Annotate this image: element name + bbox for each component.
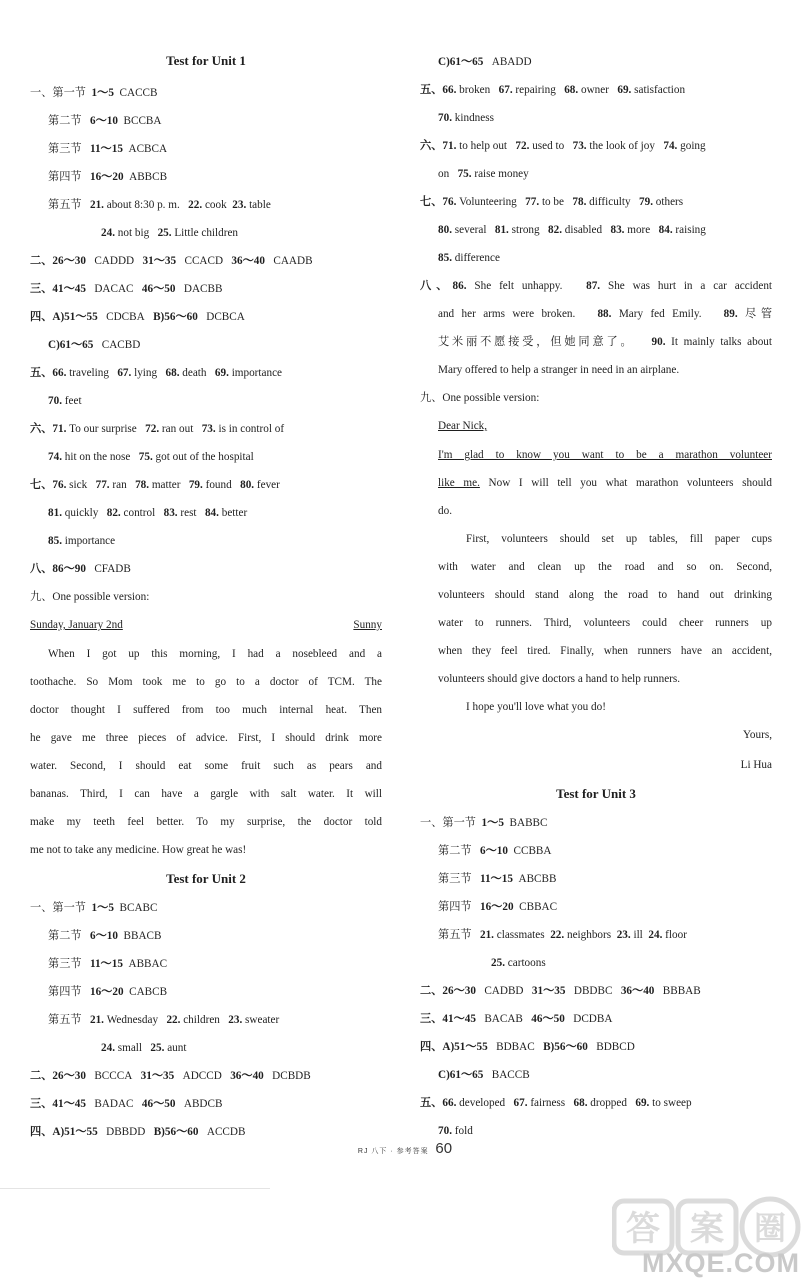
essay-line: me not to take any medicine. How great he was!: [30, 844, 247, 856]
unit1-row-19: 九、One possible version:: [30, 591, 150, 603]
essay-line: water to runners. Third, volunteers could cheer runners up: [438, 617, 772, 629]
unit3-row-5: 第五节 21. classmates 22. neighbors 23. ill 24. floor: [438, 929, 687, 941]
unit2-row-9: 四、A)51～55 DBBDD B)56～60 ACCDB: [30, 1126, 246, 1138]
unit1-row-11: 五、66. traveling 67. lying 68. death 69. importance: [30, 367, 283, 379]
essay-line: volunteers should give doctors a hand to help runners.: [438, 673, 681, 685]
unit1-row-7: 二、26～30 CADDD 31～35 CCACD 36～40 CAADB: [30, 255, 313, 267]
unit3-row-4: 第四节 16～20 CBBAC: [438, 901, 558, 913]
unit1-row-6: 24. not big 25. Little children: [101, 227, 239, 239]
unit1-row-13: 六、71. To our surprise 72. ran out 73. is in control of: [30, 423, 285, 435]
unit2-row-6: 24. small 25. aunt: [101, 1042, 187, 1054]
unit3-row-9: 四、A)51～55 BDBAC B)56～60 BDBCD: [420, 1041, 635, 1053]
unit2-row-8: 三、41～45 BADAC 46～50 ABDCB: [30, 1098, 223, 1110]
unit3-row-3: 第三节 11～15 ABCBB: [438, 873, 557, 885]
unit3-row-7: 二、26～30 CADBD 31～35 DBDBC 36～40 BBBAB: [420, 985, 701, 997]
unit3-row-11: 五、66. developed 67. fairness 68. dropped 69. to sweep: [420, 1097, 692, 1109]
unit1-row-12: 70. feet: [48, 395, 82, 407]
essay-line: with water and clean up the road and so on. Second,: [438, 561, 772, 573]
unit2-row-18a: 八、86. She felt unhappy. 87. She was hurt in a car accident: [420, 280, 773, 292]
letter-greeting: Dear Nick,: [438, 420, 488, 432]
unit1-row-3: 第三节 11～15 ACBCA: [48, 143, 168, 155]
unit3-title: Test for Unit 3: [556, 786, 636, 801]
page-footer: [0, 1140, 810, 1157]
essay-line: I hope you'll love what you do!: [466, 701, 606, 713]
unit2-row-18c: 艾米丽不愿接受，但她同意了。 90. It mainly talks about: [438, 336, 773, 348]
unit3-row-8: 三、41～45 BACAB 46～50 DCDBA: [420, 1013, 613, 1025]
watermark-char: 案: [690, 1209, 724, 1249]
unit2-row-18b: and her arms were broken. 88. Mary fed Emily. 89. 尽管: [438, 308, 773, 320]
unit3-row-10: C)61～65 BACCB: [438, 1069, 530, 1081]
essay-line: doctor thought I suffered from too much internal heat. Then: [30, 704, 382, 716]
unit2-row-16: 80. several 81. strong 82. disabled 83. more 84. raising: [438, 224, 706, 236]
essay-line: water. Second, I should eat some fruit such as pears and: [30, 760, 382, 772]
unit3-row-2: 第二节 6～10 CCBBA: [438, 845, 552, 857]
unit2-row-15: 七、76. Volunteering 77. to be 78. difficulty 79. others: [420, 196, 684, 208]
essay-line: First, volunteers should set up tables, fill paper cups: [466, 533, 772, 545]
unit2-row-7: 二、26～30 BCCCA 31～35 ADCCD 36～40 DCBDB: [30, 1070, 311, 1082]
unit1-row-18: 八、86～90 CFADB: [30, 563, 131, 575]
footer-label: RJ 八下 · 参考答案: [357, 1148, 429, 1155]
unit1-row-14: 74. hit on the nose 75. got out of the hospital: [48, 451, 254, 463]
unit1-row-9: 四、A)51～55 CDCBA B)56～60 DCBCA: [30, 311, 245, 323]
unit2-row-14: on 75. raise money: [438, 168, 529, 180]
unit2-row-1: 一、第一节 1～5 BCABC: [30, 902, 158, 914]
page-number: 60: [435, 1140, 453, 1157]
essay-line: toothache. So Mom took me to go to a doctor of TCM. The: [30, 676, 382, 688]
unit2-row-18d: Mary offered to help a stranger in need in an airplane.: [438, 364, 680, 376]
unit1-row-17: 85. importance: [48, 535, 116, 547]
unit3-row-6: 25. cartoons: [491, 957, 546, 969]
unit2-row-2: 第二节 6～10 BBACB: [48, 930, 162, 942]
essay-line: like me. Now I will tell you what marathon volunteers should: [438, 477, 773, 489]
essay-line: when they feel tired. Finally, when runners have an accident,: [438, 645, 772, 657]
letter-closing: Yours,: [742, 729, 772, 741]
unit1-row-2: 第二节 6～10 BCCBA: [48, 115, 162, 127]
essay-line: When I got up this morning, I had a nosebleed and a: [48, 648, 382, 660]
unit1-title: Test for Unit 1: [166, 53, 246, 68]
unit2-title: Test for Unit 2: [166, 871, 246, 886]
unit2-row-11: 五、66. broken 67. repairing 68. owner 69. satisfaction: [420, 84, 686, 96]
unit2-row-5: 第五节 21. Wednesday 22. children 23. sweater: [48, 1014, 280, 1026]
unit2-row-4: 第四节 16～20 CABCB: [48, 986, 168, 998]
diary-date: Sunday, January 2nd: [30, 619, 123, 631]
essay-line: do.: [438, 505, 452, 517]
watermark-char: 圈: [753, 1209, 787, 1247]
unit1-row-4: 第四节 16～20 ABBCB: [48, 171, 168, 183]
footer-divider: [0, 1188, 270, 1189]
unit1-row-15: 七、76. sick 77. ran 78. matter 79. found 80. fever: [30, 479, 280, 491]
unit2-row-13: 六、71. to help out 72. used to 73. the look of joy 74. going: [420, 140, 706, 152]
unit2-row-10: C)61～65 ABADD: [438, 56, 532, 68]
unit2-row-17: 85. difference: [438, 252, 500, 264]
essay-line: bananas. Third, I can have a gargle with salt water. It will: [30, 788, 382, 800]
watermark-url: MXQE.COM: [641, 1248, 800, 1278]
unit1-row-5: 第五节 21. about 8:30 p. m. 22. cook 23. table: [48, 199, 271, 211]
unit2-row-19: 九、One possible version:: [420, 392, 540, 404]
unit3-row-1: 一、第一节 1～5 BABBC: [420, 817, 548, 829]
essay-line: make my teeth feel better. To my surprise, the doctor told: [30, 816, 382, 828]
diary-weather: Sunny: [353, 619, 382, 631]
unit1-row-10: C)61～65 CACBD: [48, 339, 141, 351]
diary-header: [30, 617, 382, 633]
essay-line: I'm glad to know you want to be a marathon volunteer: [438, 449, 772, 461]
unit2-row-12: 70. kindness: [438, 112, 494, 124]
unit1-row-1: 一、第一节 1～5 CACCB: [30, 87, 158, 99]
unit2-row-3: 第三节 11～15 ABBAC: [48, 958, 168, 970]
letter-signature: Li Hua: [740, 759, 772, 771]
essay-line: volunteers should stand along the road to hand out drinking: [438, 589, 772, 601]
watermark-char: 答: [626, 1209, 660, 1249]
unit3-row-12: 70. fold: [438, 1125, 473, 1137]
unit1-row-8: 三、41～45 DACAC 46～50 DACBB: [30, 283, 223, 295]
essay-line: he gave me three pieces of advice. First, I should drink more: [30, 732, 382, 744]
unit1-row-16: 81. quickly 82. control 83. rest 84. better: [48, 507, 248, 519]
